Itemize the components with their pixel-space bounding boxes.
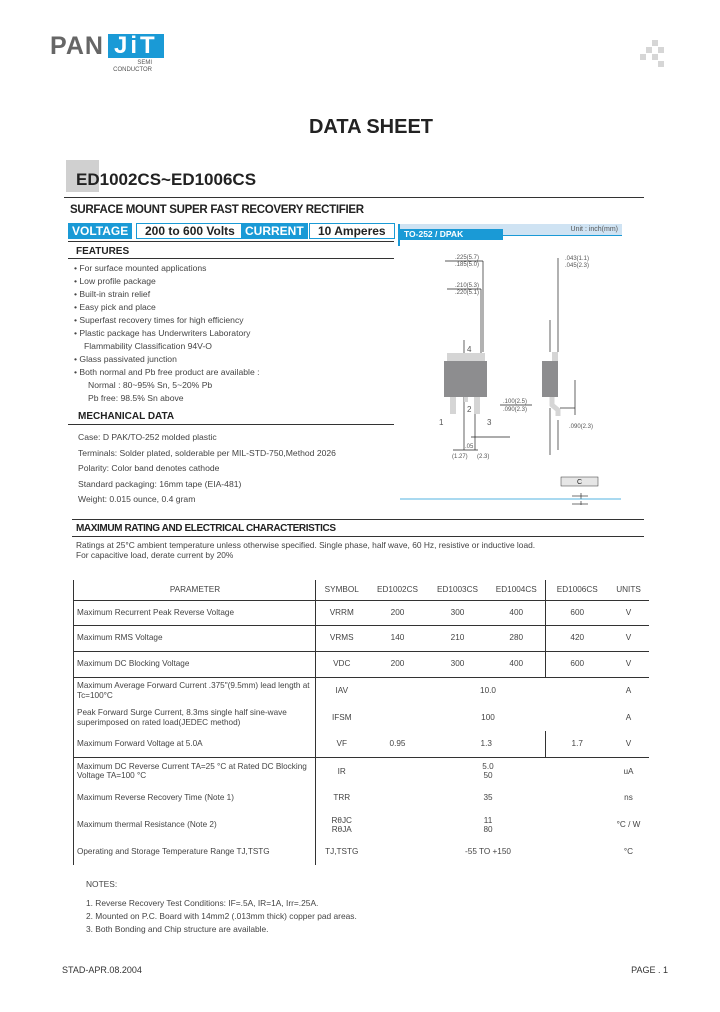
dim-label: (2.3) <box>477 454 490 460</box>
divider <box>68 241 394 242</box>
pin-label: 1 <box>439 418 444 427</box>
feature-item: Normal : 80~95% Sn, 5~20% Pb <box>88 380 213 390</box>
logo-sub1: SEMI <box>137 60 152 66</box>
divider <box>68 424 394 425</box>
table-header-row <box>74 580 649 600</box>
ratings-line: Ratings at 25°C ambient temperature unless otherwise specified. Single phase, half wave, 60 Hz, resistive or inductive load. <box>76 540 536 550</box>
feature-item: • Both normal and Pb free product are available : <box>74 367 260 377</box>
features-list <box>74 262 260 405</box>
dim-label: .220(5.1) <box>455 290 480 296</box>
feature-item: • Easy pick and place <box>74 302 156 312</box>
ratings-heading: MAXIMUM RATING AND ELECTRICAL CHARACTERISTICS <box>76 523 336 534</box>
feature-item: • Built-in strain relief <box>74 289 151 299</box>
note-item: 3. Both Bonding and Chip structure are available. <box>86 924 269 934</box>
pin-label: 2 <box>467 405 472 414</box>
logo-subtitle <box>104 60 152 74</box>
voltage-value: 200 to 600 Volts <box>136 223 244 239</box>
header-cell: ED1002CS <box>368 580 428 600</box>
pin-label: 3 <box>487 418 492 427</box>
voltage-label: VOLTAGE <box>68 223 132 239</box>
package-unit: Unit : inch(mm) <box>570 226 618 233</box>
feature-item: • Low profile package <box>74 276 156 286</box>
current-label: CURRENT <box>241 223 308 239</box>
features-heading: FEATURES <box>76 246 130 257</box>
table-row: Maximum Reverse Recovery Time (Note 1) TRR 35 ns <box>74 785 649 811</box>
notes <box>86 878 357 936</box>
mechanical-item: Terminals: Solder plated, solderable per MIL-STD-750,Method 2026 <box>78 447 336 458</box>
table-row: Maximum DC Reverse Current TA=25 °C at Rated DC Blocking Voltage TA=100 °C IR 5.0 50 uA <box>74 757 649 785</box>
dim-label: (1.27) <box>452 454 468 460</box>
mechanical-list <box>78 430 336 508</box>
table-row: Maximum Average Forward Current .375"(9.5mm) lead length at Tc=100°C IAV 10.0 A <box>74 677 649 704</box>
dim-label: .043(1.1) <box>565 256 590 262</box>
pin-label: 4 <box>467 345 472 354</box>
footer-date: STAD-APR.08.2004 <box>62 965 142 975</box>
divider <box>72 536 644 537</box>
dim-label: .100(2.5) <box>503 399 528 405</box>
package-drawing <box>395 240 635 505</box>
dim-label: .185(5.0) <box>455 262 480 268</box>
table-row: Maximum thermal Resistance (Note 2) RθJC RθJA 11 80 °C / W <box>74 811 649 839</box>
page-number: PAGE . 1 <box>631 965 668 975</box>
feature-item: Pb free: 98.5% Sn above <box>88 393 184 403</box>
note-item: 2. Mounted on P.C. Board with 14mm2 (.013mm thick) copper pad areas. <box>86 911 357 921</box>
mechanical-item: Case: D PAK/TO-252 molded plastic <box>78 432 217 442</box>
feature-item: • Superfast recovery times for high efficiency <box>74 315 244 325</box>
config-label: C <box>577 479 583 486</box>
subtitle: SURFACE MOUNT SUPER FAST RECOVERY RECTIFIER <box>70 204 364 216</box>
header-cell: ED1006CS <box>546 580 609 600</box>
divider <box>72 519 644 520</box>
dim-label: .225(5.7) <box>455 255 480 261</box>
page-title: DATA SHEET <box>308 116 434 138</box>
dim-label: .090(2.3) <box>503 407 528 413</box>
mechanical-item: Standard packaging: 16mm tape (EIA-481) <box>78 478 242 489</box>
mechanical-heading: MECHANICAL DATA <box>78 411 175 422</box>
note-item: 1. Reverse Recovery Test Conditions: IF=.5A, IR=1A, Irr=.25A. <box>86 898 319 908</box>
dim-label: .090(2.3) <box>569 424 594 430</box>
part-number: ED1002CS~ED1006CS <box>76 170 257 189</box>
header-cell: ED1004CS <box>488 580 546 600</box>
header-cell: SYMBOL <box>316 580 368 600</box>
mechanical-item: Polarity: Color band denotes cathode <box>78 463 220 473</box>
logo-sub2: CONDUCTOR <box>113 67 152 73</box>
ratings-table <box>73 580 649 865</box>
notes-heading: NOTES: <box>86 879 118 889</box>
logo-jit: JiT <box>108 34 164 58</box>
current-value: 10 Amperes <box>309 223 395 239</box>
feature-item: • Plastic package has Underwriters Laboratory <box>74 328 251 338</box>
table-row: Operating and Storage Temperature Range TJ,TSTG TJ,TSTG -55 TO +150 °C <box>74 839 649 865</box>
mechanical-item: Weight: 0.015 ounce, 0.4 gram <box>78 494 196 504</box>
table-row: Maximum Recurrent Peak Reverse Voltage VRRM 200 300 400 600 V <box>74 600 649 625</box>
header-cell: PARAMETER <box>74 580 316 600</box>
package-name: TO-252 / DPAK <box>400 229 503 240</box>
table-row: Peak Forward Surge Current, 8.3ms single half sine-wave superimposed on rated load(JEDEC method) IFSM 100 A <box>74 704 649 731</box>
package-header <box>400 224 622 239</box>
feature-item: Flammability Classification 94V-O <box>84 341 212 351</box>
divider <box>64 197 644 198</box>
header-cell: UNITS <box>609 580 649 600</box>
ratings-conditions <box>76 540 535 560</box>
header-cell: ED1003CS <box>428 580 488 600</box>
ratings-line: For capacitive load, derate current by 20% <box>76 550 234 560</box>
table-row: Maximum DC Blocking Voltage VDC 200 300 400 600 V <box>74 651 649 677</box>
table-row: Maximum Forward Voltage at 5.0A VF 0.95 1.3 1.7 V <box>74 731 649 757</box>
logo-pan: PAN <box>50 32 104 60</box>
feature-item: • Glass passivated junction <box>74 354 177 364</box>
dim-label: .045(2.3) <box>565 263 590 269</box>
feature-item: • For surface mounted applications <box>74 263 207 273</box>
table-row: Maximum RMS Voltage VRMS 140 210 280 420 V <box>74 625 649 651</box>
dim-label: .210(5.3) <box>455 283 480 289</box>
divider <box>68 258 394 259</box>
dim-label: .05 <box>465 444 474 450</box>
